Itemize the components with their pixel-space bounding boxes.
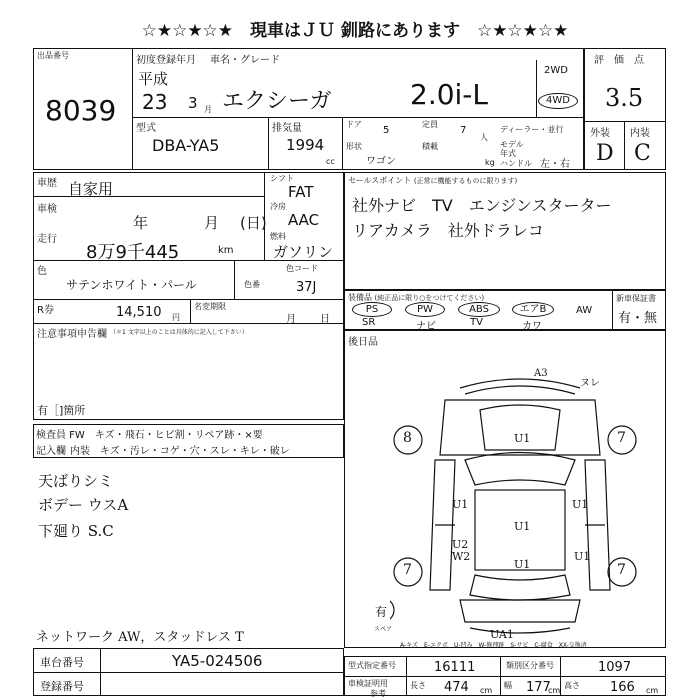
new-car-label: 新車保証書 bbox=[616, 294, 656, 303]
diagram-mark-u1-hood: U1 bbox=[514, 432, 531, 445]
inspection-month-unit: 月 bbox=[204, 214, 220, 232]
grade-int-label: 内装 bbox=[630, 128, 650, 139]
equipment-title: 装備品 bbox=[348, 293, 372, 302]
spare-tire-mark bbox=[390, 598, 394, 622]
dealer-label: ディーラー・並行 bbox=[500, 125, 564, 134]
mileage-label: 走行 bbox=[37, 234, 57, 245]
recycle-label: R券 bbox=[37, 305, 54, 316]
inspector-row2-label: 記入欄 bbox=[36, 446, 66, 457]
note-underside: 下廻り S.C bbox=[38, 522, 114, 540]
cap-value: 7 bbox=[460, 125, 467, 136]
color-code-label: 色コード bbox=[286, 264, 318, 273]
diagram-mark-u1-roof: U1 bbox=[514, 520, 531, 533]
model-year-label: モデル年式 bbox=[500, 140, 524, 158]
ref-label: 参考 bbox=[370, 689, 386, 698]
repair-value: 有［]箇所 bbox=[37, 404, 86, 417]
registration-year: 23 bbox=[142, 90, 168, 114]
height-label: 高さ bbox=[564, 681, 580, 690]
tire-rr-value: 7 bbox=[617, 562, 626, 578]
grade-ext: D bbox=[596, 141, 614, 166]
recycle-unit: 円 bbox=[172, 313, 180, 322]
diagram-mark-u2: U2 bbox=[452, 538, 469, 551]
color-no-label: 色番 bbox=[244, 280, 260, 289]
recycle-value: 14,510 bbox=[116, 305, 162, 320]
spare-circle-text: 有 bbox=[375, 605, 388, 619]
ac-label: 冷房 bbox=[270, 202, 286, 211]
note-roof-stain: 天ばりシミ bbox=[38, 472, 114, 490]
cap-unit: 人 bbox=[480, 133, 488, 142]
len-value: 474 bbox=[444, 680, 469, 695]
model-no-value: 16111 bbox=[434, 660, 476, 675]
note-body-scratch: ボデー ウスA bbox=[38, 496, 129, 514]
inspection-day-unit: (日) bbox=[240, 214, 267, 232]
drive-2wd: 2WD bbox=[544, 65, 568, 76]
equipment-sub: (純正品に限り○をつけてください) bbox=[374, 294, 485, 302]
equip-pw: PW bbox=[405, 302, 445, 317]
registration-month: 3 bbox=[188, 94, 198, 112]
frame-value: YA5-024506 bbox=[172, 652, 263, 670]
ac-value: AAC bbox=[288, 211, 320, 229]
inspection-label: 車検 bbox=[37, 204, 57, 215]
equip-abs: ABS bbox=[458, 302, 500, 317]
mileage-unit: km bbox=[218, 245, 234, 256]
name-change-month: 月 bbox=[286, 314, 296, 325]
lot-label: 出品番号 bbox=[37, 51, 69, 60]
tire-fr-value: 7 bbox=[617, 430, 626, 446]
class-value: 1097 bbox=[598, 660, 632, 675]
sales-sub: (正常に機能するものに限ります) bbox=[413, 177, 518, 185]
reg-label: 登録番号 bbox=[40, 680, 84, 693]
load-label: 積載 bbox=[422, 142, 438, 151]
disp-label: 排気量 bbox=[272, 123, 302, 134]
detail-box bbox=[33, 172, 344, 420]
diagram-mark-nure: ヌレ bbox=[580, 378, 600, 389]
disp-unit: cc bbox=[326, 157, 335, 166]
inspector-row2: 内装 キズ・汚レ・コゲ・穴・スレ・キレ・破レ bbox=[70, 446, 290, 457]
model-grade: 2.0i-L bbox=[410, 78, 489, 111]
new-car-value: 有・無 bbox=[618, 311, 658, 326]
len-label: 長さ bbox=[410, 681, 426, 690]
diagram-mark-u1-right: U1 bbox=[572, 498, 589, 511]
history-value: 自家用 bbox=[68, 180, 114, 198]
width-value: 177 bbox=[526, 680, 551, 695]
fuel-label: 燃料 bbox=[270, 232, 286, 241]
sales-line1: 社外ナビ TV エンジンスターター bbox=[352, 196, 612, 215]
note-studless: ネットワーク AW，スタッドレス T bbox=[36, 630, 244, 645]
color-no-value: 37J bbox=[296, 280, 317, 295]
shape-value: ワゴン bbox=[366, 156, 396, 167]
notes-sub: （＊1 文字以上のことは具体的に記入して下さい） bbox=[110, 329, 248, 336]
frame-label: 車台番号 bbox=[40, 656, 84, 669]
equip-sr: SR bbox=[362, 317, 376, 328]
header-banner: ☆★☆★☆★ 現車はＪＵ 釧路にあります ☆★☆★☆★ bbox=[141, 21, 569, 41]
history-label: 車歴 bbox=[37, 178, 57, 189]
sales-title: セールスポイント bbox=[348, 176, 412, 185]
width-label: 幅 bbox=[504, 681, 512, 690]
color-label: 色 bbox=[37, 266, 47, 277]
spare-label: スペア bbox=[374, 626, 393, 633]
drive-4wd: 4WD bbox=[538, 93, 578, 109]
equip-navi: ナビ bbox=[416, 321, 436, 332]
lot-number: 8039 bbox=[45, 94, 117, 127]
model-no-label: 型式指定番号 bbox=[348, 661, 396, 670]
shape-label: 形状 bbox=[346, 142, 362, 151]
owner-label: 後日品 bbox=[348, 337, 378, 348]
equip-aw: AW bbox=[576, 305, 593, 316]
mileage-value: 8万9千445 bbox=[86, 242, 180, 263]
model-label: 車名・グレード bbox=[210, 55, 280, 66]
type-value: DBA-YA5 bbox=[152, 136, 220, 155]
name-change-label: 名変期限 bbox=[194, 302, 226, 311]
tire-fl-value: 8 bbox=[403, 430, 412, 446]
diagram-mark-u1-left: U1 bbox=[452, 498, 469, 511]
diagram-mark-ua1: UA1 bbox=[490, 628, 514, 641]
notes-label: 注意事項申告欄 bbox=[37, 329, 107, 340]
diagram-mark-a3: A3 bbox=[534, 368, 548, 379]
color-value: サテンホワイト・パール bbox=[66, 278, 197, 292]
sales-label bbox=[348, 175, 517, 186]
type-label: 型式 bbox=[136, 123, 156, 134]
diagram-mark-u1-rear: U1 bbox=[514, 558, 531, 571]
tire-rl-value: 7 bbox=[403, 562, 412, 578]
name-change-day: 日 bbox=[320, 314, 330, 325]
door-value: 5 bbox=[383, 125, 390, 136]
grade-int: C bbox=[634, 141, 651, 166]
cap-label: 定員 bbox=[422, 120, 438, 129]
len-unit: cm bbox=[480, 686, 493, 695]
inspection-year-unit: 年 bbox=[133, 214, 149, 232]
registration-label: 初度登録年月 bbox=[136, 55, 196, 66]
door-label: ドア bbox=[346, 120, 362, 129]
damage-legend: A-キズ E-エクボ U-凹み W-修理跡 S-サビ C-腐食 XX-交換済 bbox=[400, 642, 587, 649]
car-diagram bbox=[390, 360, 650, 640]
height-unit: cm bbox=[646, 686, 659, 695]
sales-line2: リアカメラ 社外ドラレコ bbox=[352, 221, 544, 240]
handle-label: ハンドル bbox=[500, 159, 532, 168]
grade-label: 評 価 点 bbox=[594, 55, 644, 66]
grade-ext-label: 外装 bbox=[590, 128, 610, 139]
width-unit: cm bbox=[548, 686, 561, 695]
grade-score: 3.5 bbox=[605, 84, 644, 112]
shift-label: シフト bbox=[270, 174, 294, 183]
diagram-mark-u1-rr: U1 bbox=[574, 550, 591, 563]
handle-value: 左・右 bbox=[540, 159, 570, 170]
model-name: エクシーガ bbox=[222, 89, 332, 114]
height-value: 166 bbox=[610, 680, 635, 695]
cert-label: 車検証明用 bbox=[348, 679, 388, 688]
equip-airbag: エアB bbox=[512, 302, 554, 317]
disp-value: 1994 bbox=[286, 136, 325, 154]
load-unit: kg bbox=[485, 158, 495, 167]
fuel-value: ガソリン bbox=[273, 243, 334, 261]
registration-era: 平成 bbox=[138, 70, 169, 88]
equip-tv: TV bbox=[470, 317, 483, 328]
diagram-mark-w2: W2 bbox=[452, 550, 471, 563]
shift-value: FAT bbox=[288, 183, 314, 201]
registration-month-unit: 月 bbox=[204, 105, 212, 114]
inspector-row1: 検査員 FW キズ・飛石・ヒビ割・リペア跡・×要 bbox=[36, 430, 263, 441]
class-label: 類別区分番号 bbox=[506, 661, 554, 670]
equip-leather: カワ bbox=[522, 321, 542, 332]
equip-ps: PS bbox=[352, 302, 392, 317]
